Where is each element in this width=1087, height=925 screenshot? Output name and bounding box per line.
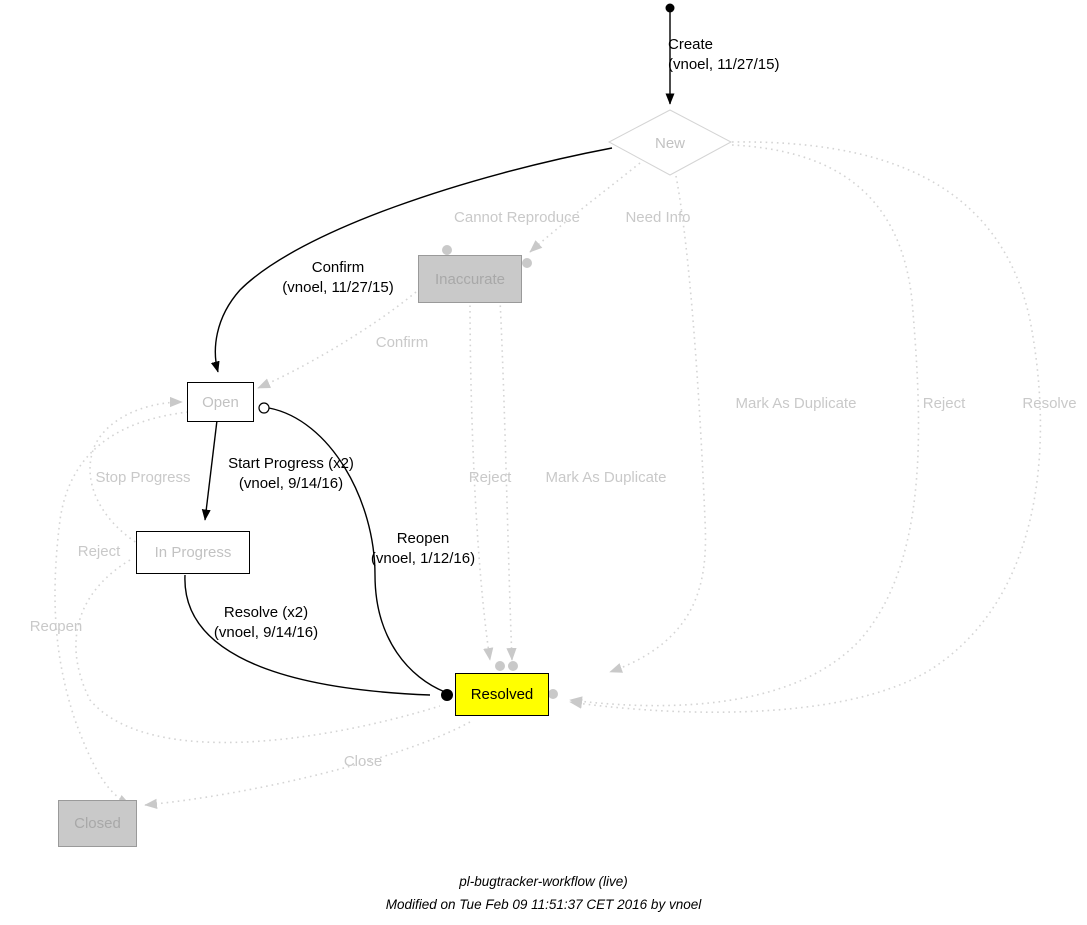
diagram-modified: Modified on Tue Feb 09 11:51:37 CET 2016 by vnoel <box>385 897 702 912</box>
edge-need-info-line <box>610 176 705 672</box>
edge-label-create <box>668 35 813 76</box>
connector-dot-resolved-right <box>548 689 558 699</box>
edge-label-confirm-name: Confirm <box>311 259 365 276</box>
node-inaccurate[interactable]: Inaccurate <box>418 255 522 303</box>
node-resolved[interactable]: Resolved <box>455 673 549 716</box>
edge-label-reopen-detail: (vnoel, 1/12/16) <box>370 550 476 568</box>
edge-label-resolve-right: Resolve <box>1022 395 1077 412</box>
node-closed[interactable]: Closed <box>58 800 137 847</box>
edge-label-start-progress <box>211 454 371 495</box>
edge-label-start-progress-name: Start Progress (x2) <box>228 455 354 472</box>
diagram-title: pl-bugtracker-workflow (live) <box>459 874 628 889</box>
edge-label-stop-progress: Stop Progress <box>95 469 191 486</box>
edge-label-cannot-reproduce: Cannot Reproduce <box>454 209 580 226</box>
edge-label-reject-left: Reject <box>77 543 121 560</box>
edge-label-start-progress-detail: (vnoel, 9/14/16) <box>238 475 344 493</box>
edge-label-resolve-name: Resolve (x2) <box>223 604 309 621</box>
node-in-progress[interactable]: In Progress <box>136 531 250 574</box>
edge-reopen-open-endpoint <box>259 403 269 413</box>
edge-label-confirm-detail: (vnoel, 11/27/15) <box>282 279 394 297</box>
edge-label-reject-right: Reject <box>922 395 966 412</box>
connector-dot-resolved-top-left <box>495 661 505 671</box>
node-open[interactable]: Open <box>187 382 254 422</box>
edge-label-mark-as-duplicate-mid: Mark As Duplicate <box>545 469 667 486</box>
connector-dot-inaccurate-right <box>522 258 532 268</box>
edge-close-line <box>145 722 470 805</box>
edge-label-mark-as-duplicate-right: Mark As Duplicate <box>735 395 857 412</box>
connector-dot-resolved-top-right <box>508 661 518 671</box>
start-node-dot <box>666 4 675 13</box>
edge-label-confirm-faded: Confirm <box>375 334 429 351</box>
connector-dot-inaccurate-top <box>442 245 452 255</box>
edge-mark-as-duplicate-right-line <box>570 145 919 706</box>
edge-label-confirm <box>268 258 408 299</box>
edge-label-close: Close <box>343 753 383 770</box>
edge-label-resolve <box>196 603 336 644</box>
edge-label-resolve-detail: (vnoel, 9/14/16) <box>213 624 319 642</box>
edge-label-reopen-left: Reopen <box>29 618 83 635</box>
edge-label-need-info: Need Info <box>625 209 691 226</box>
edge-reject-left-line <box>76 560 440 743</box>
edge-label-reject-mid: Reject <box>468 469 512 486</box>
edge-label-create-detail: (vnoel, 11/27/15) <box>668 56 780 74</box>
edge-label-reopen <box>358 529 488 570</box>
edge-label-create-name: Create <box>668 36 714 53</box>
edge-label-reopen-name: Reopen <box>396 530 450 547</box>
node-new[interactable]: New <box>654 134 685 152</box>
